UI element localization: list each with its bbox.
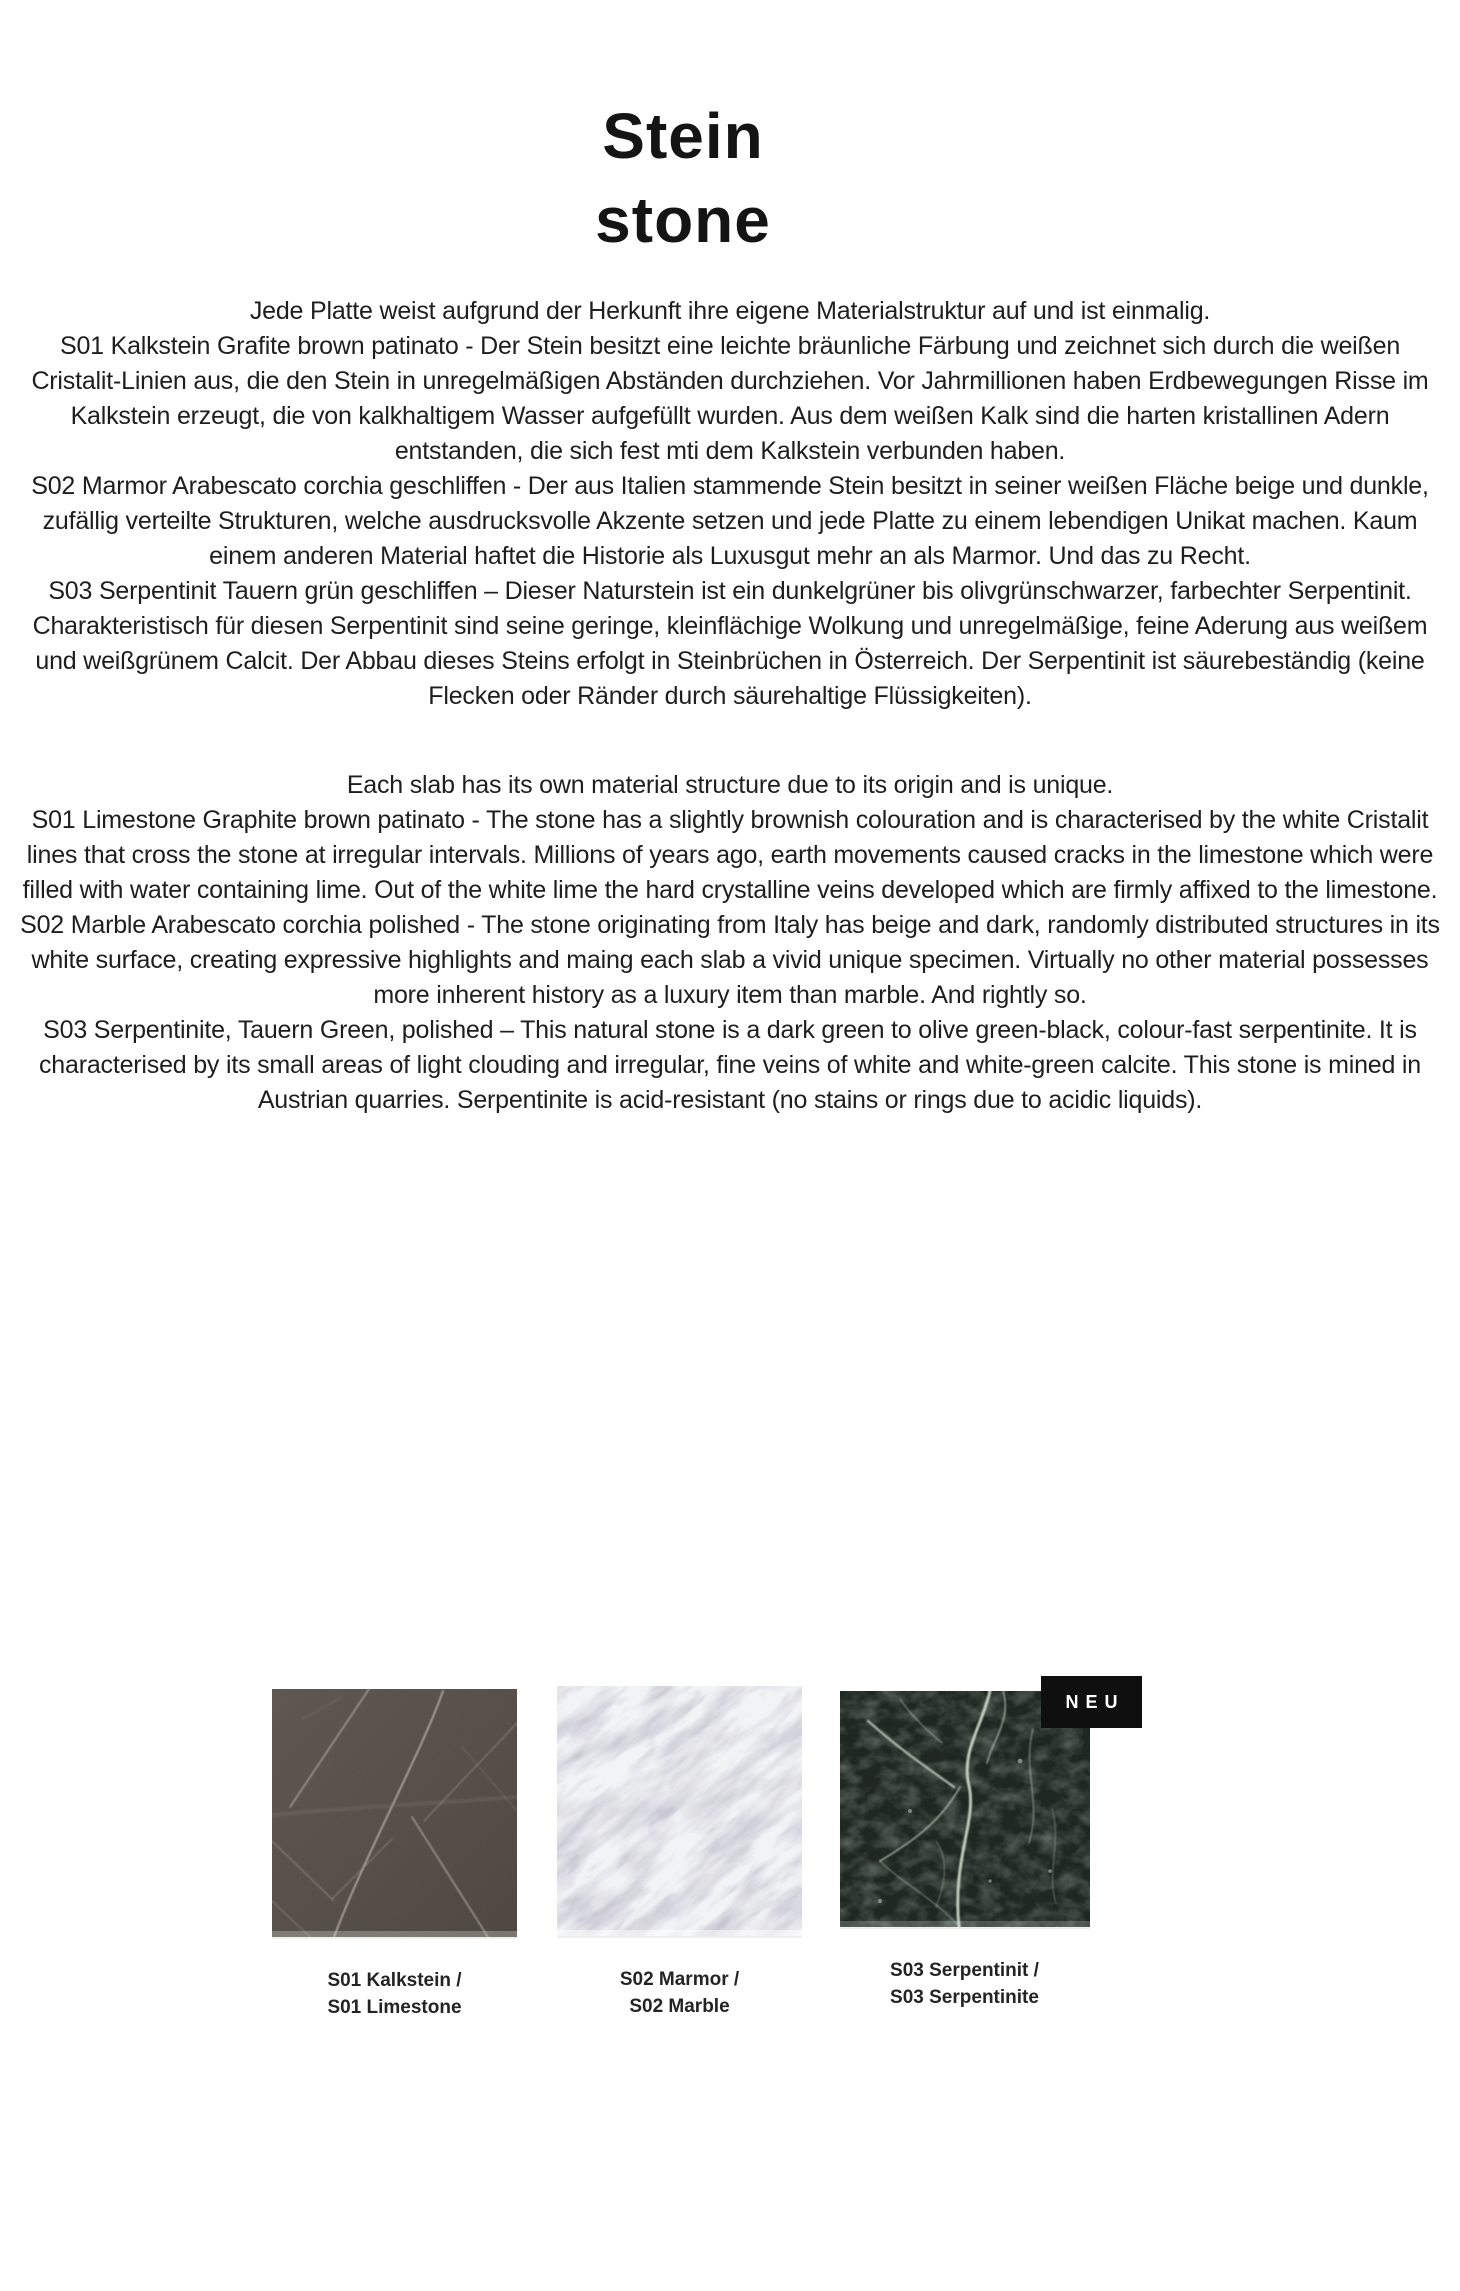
- page-title-de: Stein: [602, 100, 764, 172]
- sample-label-s02-en: S02 Marble: [629, 1996, 730, 2017]
- english-text-section: [14, 768, 1446, 1118]
- paragraph-s01-de: S01 Kalkstein Grafite brown patinato - Der Stein besitzt eine leichte bräunliche Färbung und zeichnet sich durch die weißen Cristalit-Linien aus, die den Stein in unregelmäßigen Abständen durchziehen. Vor Jahrmillionen haben Erdbewegungen Risse im Kalkstein erzeugt, die von kalkhaltigem Wasser aufgefüllt wurden. Aus dem weißen Kalk sind die harten kristallinen Adern entstanden, die sich fest mti dem Kalkstein verbunden haben.: [31, 332, 1429, 465]
- sample-label-s03-en: S03 Serpentinite: [890, 1987, 1039, 2008]
- german-text-section: [14, 294, 1446, 714]
- sample-card-s02: [557, 1686, 802, 2021]
- sample-label-s01-de: S01 Kalkstein /: [327, 1970, 462, 1991]
- sample-card-s01: [272, 1686, 517, 2021]
- catalog-page: [0, 94, 1460, 2291]
- neu-badge: NEU: [1041, 1676, 1142, 1728]
- paragraph-s02-en: S02 Marble Arabescato corchia polished - The stone originating from Italy has beige and dark, randomly distributed structures in its white surface, creating expressive highlights and maing each slab a vivid unique specimen. Virtually no other material possesses more inherent history as a luxury item than marble. And rightly so.: [20, 911, 1440, 1009]
- sample-label-s03: [890, 1957, 1039, 2011]
- samples-row: [272, 1686, 1087, 2021]
- stone-swatch-s02-marble-image: [557, 1686, 802, 1936]
- stone-swatch-s01-limestone-image: [272, 1689, 517, 1937]
- intro-en: Each slab has its own material structure due to its origin and is unique.: [346, 771, 1114, 799]
- sample-card-s03: [842, 1686, 1087, 2021]
- sample-label-s02-de: S02 Marmor /: [619, 1969, 740, 1990]
- page-title-en: stone: [595, 184, 771, 256]
- paragraph-s02-de: S02 Marmor Arabescato corchia geschliffen - Der aus Italien stammende Stein besitzt in seiner weißen Fläche beige und dunkle, zufällig verteilte Strukturen, welche ausdrucksvolle Akzente setzen und jede Platte zu einem lebendigen Unikat machen. Kaum einem anderen Material haftet die Historie als Luxusgut mehr an als Marmor. Und das zu Recht.: [31, 472, 1429, 570]
- sample-label-s01-en: S01 Limestone: [327, 1997, 462, 2018]
- sample-label-s01: [327, 1967, 461, 2021]
- paragraph-s01-en: S01 Limestone Graphite brown patinato - The stone has a slightly brownish colouration and is characterised by the white Cristalit lines that cross the stone at irregular intervals. Millions of years ago, earth movements caused cracks in the limestone which were filled with water containing lime. Out of the white lime the hard crystalline veins developed which are firmly affixed to the limestone.: [22, 806, 1438, 904]
- paragraph-s03-en: S03 Serpentinite, Tauern Green, polished – This natural stone is a dark green to olive green-black, colour-fast serpentinite. It is characterised by its small areas of light clouding and irregular, fine veins of white and white-green calcite. This stone is mined in Austrian quarries. Serpentinite is acid-resistant (no stains or rings due to acidic liquids).: [39, 1016, 1421, 1114]
- paragraph-s03-de: S03 Serpentinit Tauern grün geschliffen – Dieser Naturstein ist ein dunkelgrüner bis olivgrünschwarzer, farbechter Serpentinit. Charakteristisch für diesen Serpentinit sind seine geringe, kleinflächige Wolkung und unregelmäßige, feine Aderung aus weißem und weißgrünem Calcit. Der Abbau dieses Steins erfolgt in Steinbrüchen in Österreich. Der Serpentinit ist säurebeständig (keine Flecken oder Ränder durch säurehaltige Flüssigkeiten).: [32, 577, 1428, 710]
- intro-de: Jede Platte weist aufgrund der Herkunft ihre eigene Materialstruktur auf und ist einmalig.: [249, 297, 1211, 325]
- sample-label-s02: [620, 1966, 739, 2020]
- sample-label-s03-de: S03 Serpentinit /: [890, 1960, 1039, 1981]
- page-title: [0, 94, 1366, 262]
